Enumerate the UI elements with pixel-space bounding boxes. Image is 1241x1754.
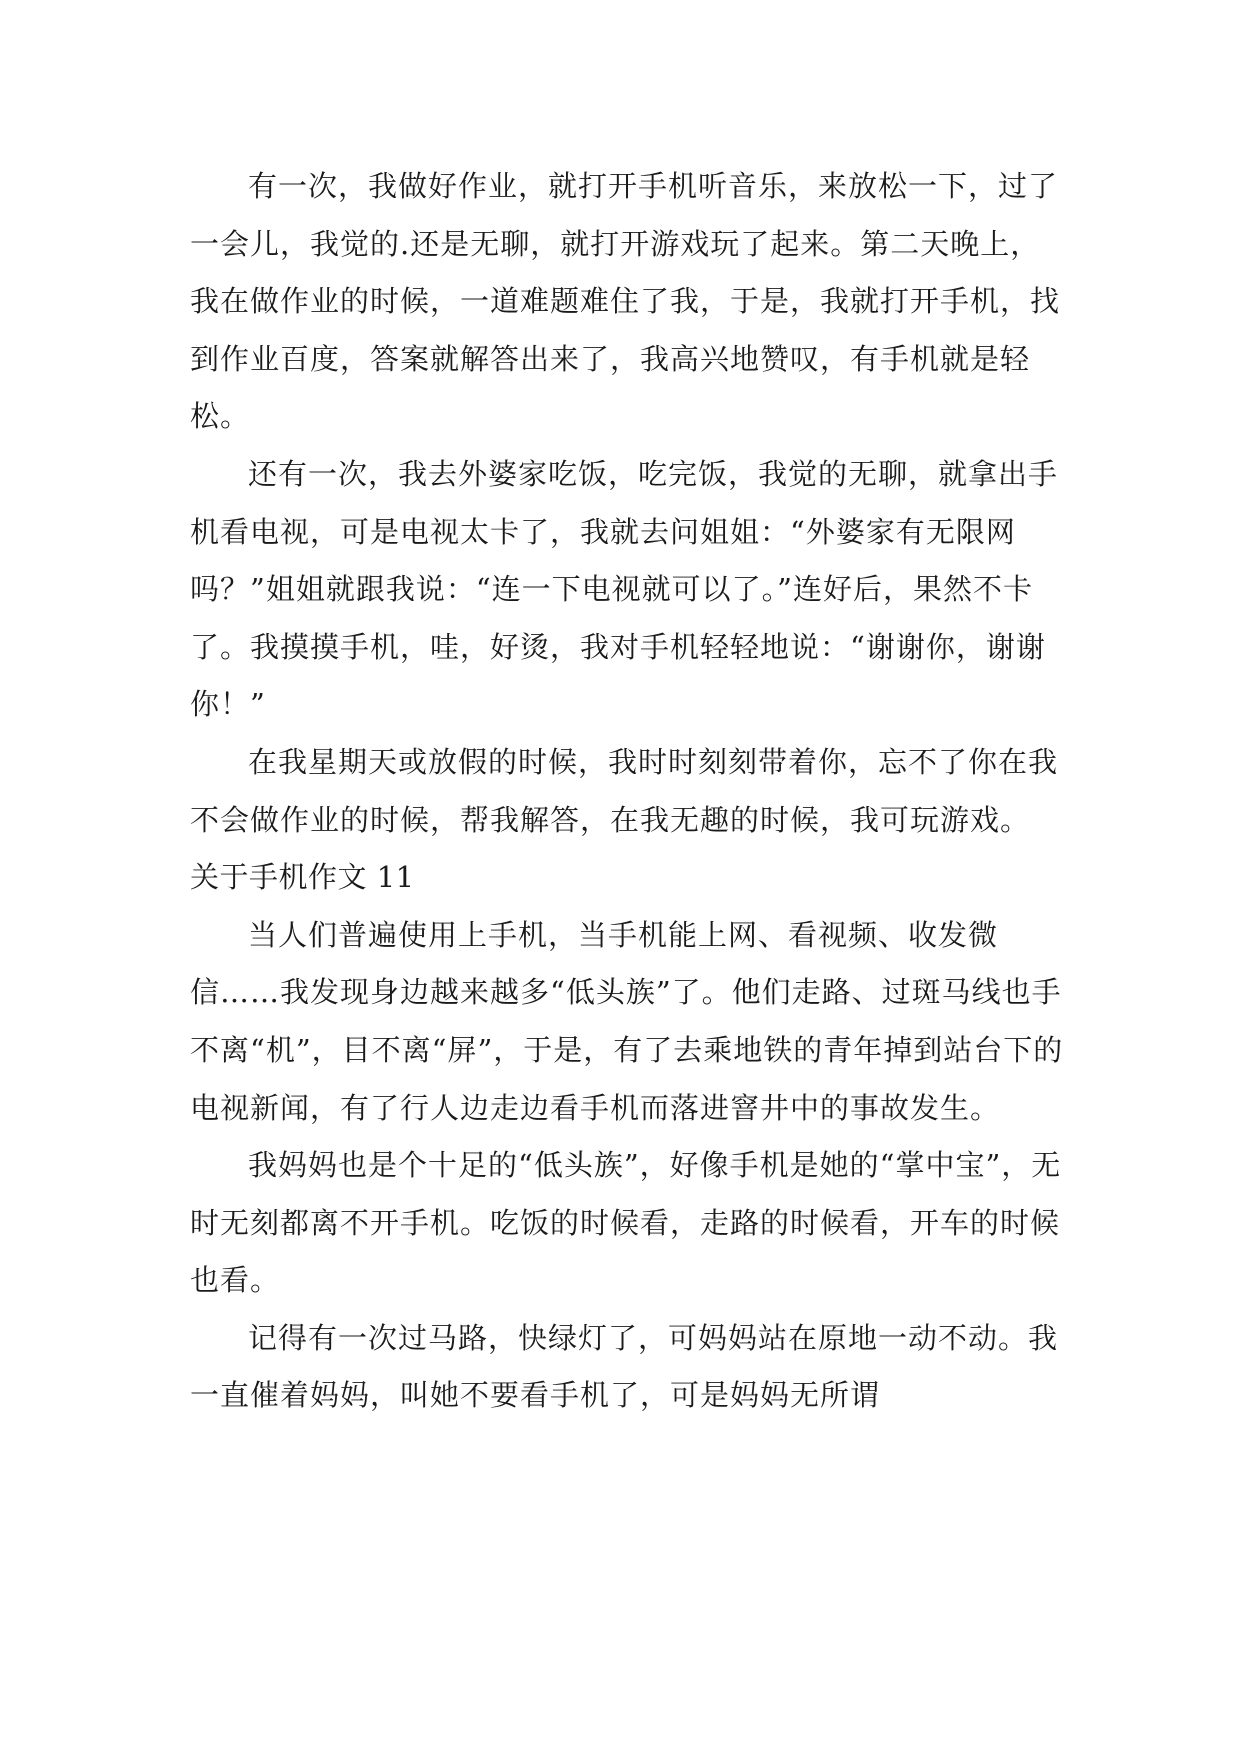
section-heading: 关于手机作文 11 — [190, 860, 415, 895]
paragraph-2: 还有一次，我去外婆家吃饭，吃完饭，我觉的无聊，就拿出手机看电视，可是电视太卡了，我就去问姐姐：“外婆家有无限网吗？”姐姐就跟我说：“连一下电视就可以了。”连好后，果然不卡了。我摸摸手机，哇，好烫，我对手机轻轻地说：“谢谢你，谢谢你！” — [190, 456, 1059, 722]
paragraph-6: 记得有一次过马路，快绿灯了，可妈妈站在原地一动不动。我一直催着妈妈，叫她不要看手机了，可是妈妈无所谓 — [190, 1320, 1059, 1413]
paragraph-5: 我妈妈也是个十足的“低头族”，好像手机是她的“掌中宝”，无时无刻都离不开手机。吃饭的时候看，走路的时候看，开车的时候也看。 — [190, 1148, 1062, 1298]
paragraph-4: 当人们普遍使用上手机，当手机能上网、看视频、收发微信……我发现身边越来越多“低头族”了。他们走路、过斑马线也手不离“机”，目不离“屏”，于是，有了去乘地铁的青年掉到站台下的电视新闻，有了行人边走边看手机而落进窨井中的事故发生。 — [190, 917, 1064, 1125]
text-column — [190, 158, 1070, 1425]
paragraph-3: 在我星期天或放假的时候，我时时刻刻带着你，忘不了你在我不会做作业的时候，帮我解答，在我无趣的时候，我可玩游戏。 — [190, 744, 1059, 837]
paragraph-1: 有一次，我做好作业，就打开手机听音乐，来放松一下，过了一会儿，我觉的.还是无聊，就打开游戏玩了起来。第二天晚上，我在做作业的时候，一道难题难住了我，于是，我就打开手机，找到作业百度，答案就解答出来了，我高兴地赞叹，有手机就是轻松。 — [190, 169, 1061, 434]
